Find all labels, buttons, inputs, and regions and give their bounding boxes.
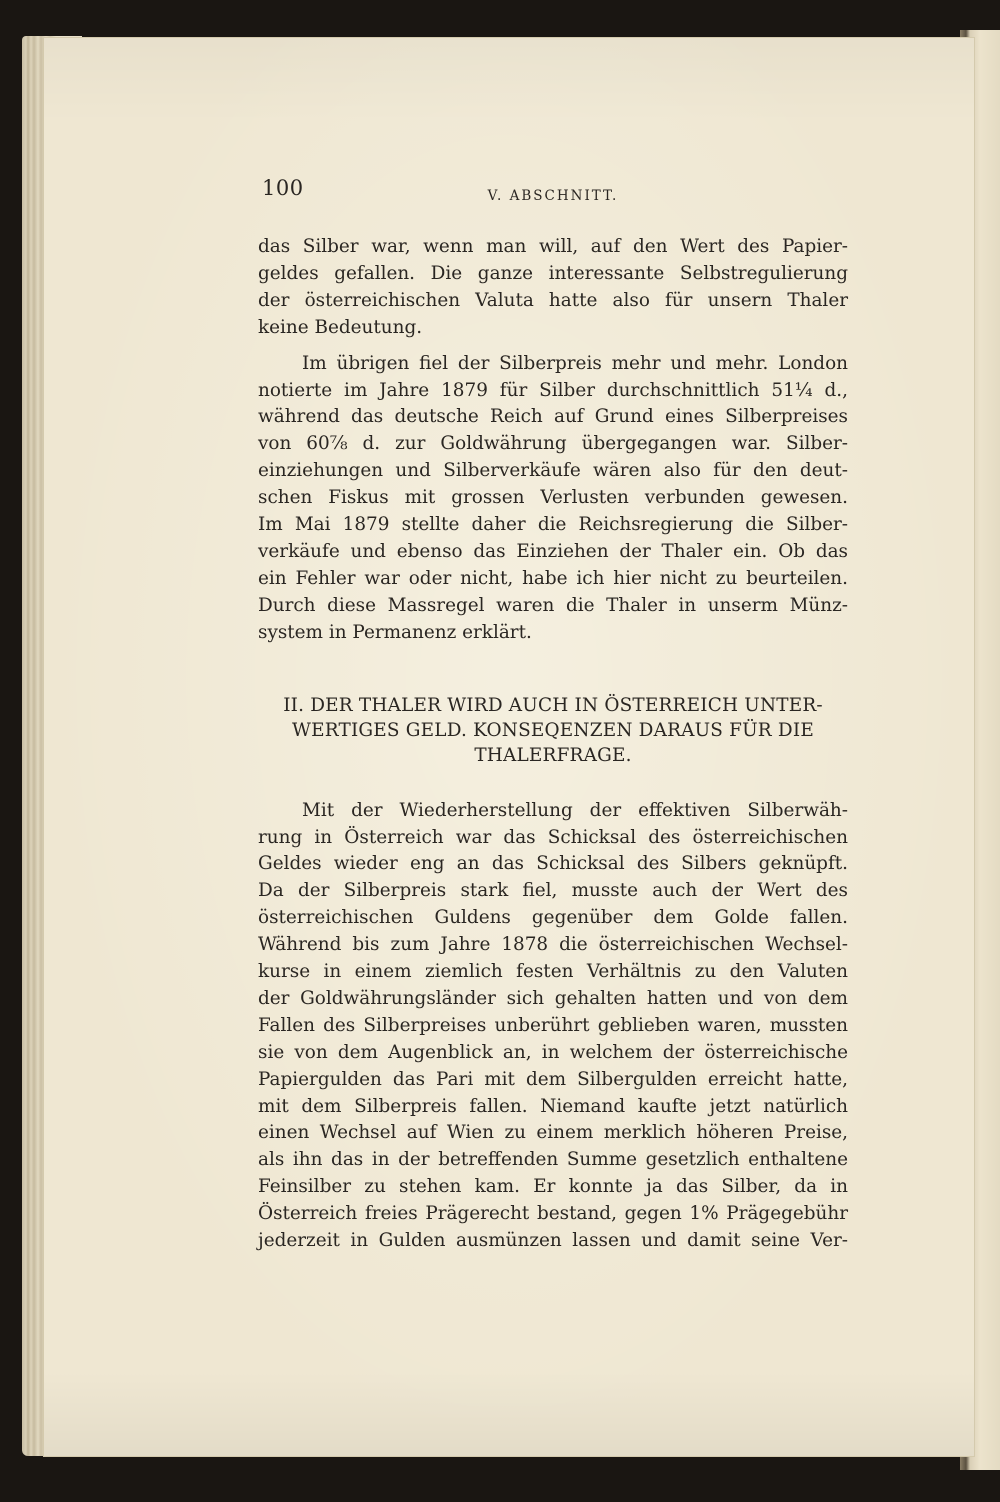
heading-line: II. DER THALER WIRD AUCH IN ÖSTERREICH UNTER-	[283, 694, 823, 716]
text-line: Da der Silberpreis stark fiel, musste auch der Wert des	[258, 880, 848, 902]
text-line: ein Fehler war oder nicht, habe ich hier nicht zu beurteilen.	[258, 567, 848, 589]
text-line: österreichischen Guldens gegenüber dem Golde fallen.	[258, 907, 848, 929]
section-heading	[258, 693, 848, 768]
text-line: Feinsilber zu stehen kam. Er konnte ja das Silber, da in	[258, 1176, 848, 1198]
text-line: der Goldwährungsländer sich gehalten hatten und von dem	[258, 987, 848, 1009]
paragraph-2	[258, 351, 848, 647]
text-line: als ihn das in der betreffenden Summe gesetzlich enthaltene	[258, 1149, 848, 1171]
text-line: jederzeit in Gulden ausmünzen lassen und damit seine Ver-	[258, 1230, 848, 1252]
text-line: mit dem Silberpreis fallen. Niemand kaufte jetzt natürlich	[258, 1095, 848, 1117]
text-line: Österreich freies Prägerecht bestand, gegen 1% Prägegebühr	[258, 1203, 848, 1225]
paragraph-1	[258, 234, 848, 342]
text-line: Im übrigen fiel der Silberpreis mehr und mehr. London	[302, 352, 848, 374]
text-line: einen Wechsel auf Wien zu einem merklich höheren Preise,	[258, 1122, 848, 1144]
text-line: Papiergulden das Pari mit dem Silbergulden erreicht hatte,	[258, 1068, 848, 1090]
text-line: das Silber war, wenn man will, auf den Wert des Papier-	[258, 236, 848, 257]
page-content	[258, 170, 848, 1255]
text-line: geldes gefallen. Die ganze interessante Selbstregulierung	[258, 262, 848, 284]
text-line: system in Permanenz erklärt.	[258, 621, 532, 643]
text-line: während das deutsche Reich auf Grund eines Silberpreises	[258, 406, 848, 428]
text-line: sie von dem Augenblick an, in welchem der österreichische	[258, 1041, 848, 1063]
text-line: keine Bedeutung.	[258, 316, 423, 338]
section-paragraph	[258, 798, 848, 1255]
text-line: schen Fiskus mit grossen Verlusten verbunden gewesen.	[258, 487, 848, 509]
page-number: 100	[262, 176, 304, 200]
text-line: Mit der Wiederherstellung der effektiven Silberwäh-	[302, 799, 848, 821]
text-line: von 60⅞ d. zur Goldwährung übergegangen war. Silber-	[258, 433, 848, 455]
text-line: rung in Österreich war das Schicksal des österreichischen	[258, 826, 848, 848]
text-line: Durch diese Massregel waren die Thaler in unserm Münz-	[258, 594, 848, 616]
text-line: verkäufe und ebenso das Einziehen der Thaler ein. Ob das	[258, 540, 848, 562]
text-line: der österreichischen Valuta hatte also für unsern Thaler	[258, 289, 848, 311]
text-line: notierte im Jahre 1879 für Silber durchschnittlich 51¼ d.,	[258, 379, 848, 401]
text-line: einziehungen und Silberverkäufe wären also für den deut-	[258, 460, 848, 482]
text-line: Geldes wieder eng an das Schicksal des Silbers geknüpft.	[258, 853, 848, 875]
text-line: Im Mai 1879 stellte daher die Reichsregierung die Silber-	[258, 514, 848, 536]
running-head	[258, 170, 848, 210]
text-line: Fallen des Silberpreises unberührt geblieben waren, mussten	[258, 1014, 848, 1036]
text-line: Während bis zum Jahre 1878 die österreichischen Wechsel-	[258, 934, 848, 956]
running-title: V. ABSCHNITT.	[487, 188, 619, 204]
heading-line: WERTIGES GELD. KONSEQENZEN DARAUS FÜR DIE	[292, 719, 814, 741]
heading-line: THALERFRAGE.	[474, 744, 632, 766]
text-line: kurse in einem ziemlich festen Verhältnis zu den Valuten	[258, 961, 848, 983]
